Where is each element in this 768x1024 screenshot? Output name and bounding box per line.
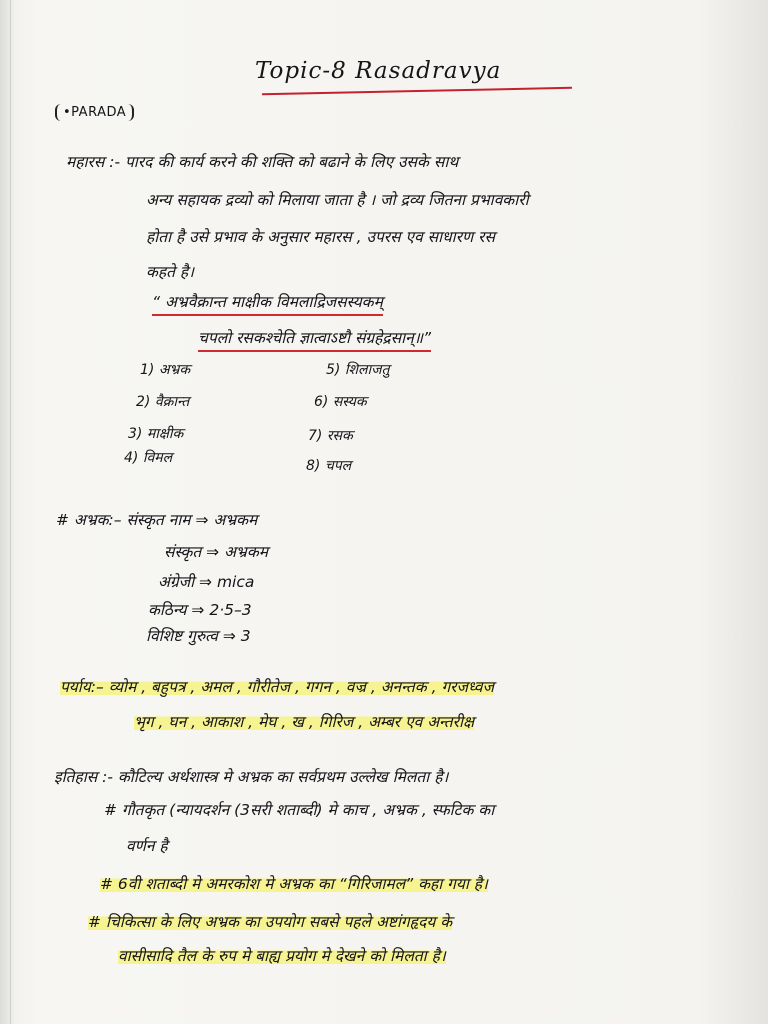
list-item: 5) शिलाजतु — [326, 362, 390, 378]
paryaya-line: भृग , घन , आकाश , मेघ , ख , गिरिज , अम्बर एव अन्तरीक्ष — [134, 710, 474, 732]
abhraka-line: अंग्रेजी ⇒ mica — [158, 573, 255, 591]
section-tag: •PARADA — [55, 104, 134, 121]
title-underline — [262, 87, 572, 95]
page-margin-line — [10, 0, 11, 1024]
list-item: 7) रसक — [308, 428, 353, 444]
maharasa-line: महारस :- पारद की कार्य करने की शक्ति को बढाने के लिए उसके साथ — [66, 153, 459, 171]
itihasa-line: वर्णन है — [126, 837, 168, 855]
list-item: 3) माक्षीक — [128, 426, 184, 442]
list-item: 1) अभ्रक — [140, 362, 191, 378]
list-item: 6) सस्यक — [314, 394, 367, 410]
shloka-line: चपलो रसकश्चेति ज्ञात्वाऽष्टौ संग्रहेद्रसान्॥” — [198, 326, 431, 352]
list-item: 8) चपल — [306, 458, 352, 474]
itihasa-line: # चिकित्सा के लिए अभ्रक का उपयोग सबसे पहले अष्टांगहृदय के — [88, 910, 452, 932]
maharasa-line: कहते है। — [146, 263, 195, 281]
abhraka-line: संस्कृत ⇒ अभ्रकम — [164, 543, 268, 561]
itihasa-line: # 6वी शताब्दी मे अमरकोश मे अभ्रक का “गिरिजामल” कहा गया है। — [100, 872, 488, 894]
page-title: Topic-8 Rasadravya — [255, 58, 502, 84]
itihasa-line: वासीसादि तैल के रुप मे बाह्य प्रयोग मे देखने को मिलता है। — [118, 944, 446, 966]
list-item: 4) विमल — [124, 450, 173, 466]
shloka-line: “ अभ्रवैक्रान्त माक्षीक विमलाद्रिजसस्यकम् — [152, 290, 383, 316]
paryaya-line: पर्याय:– व्योम , बहुपत्र , अमल , गौरीतेज , गगन , वज्र , अनन्तक , गरजध्वज — [60, 675, 494, 697]
abhraka-line: विशिष्ट गुरुत्व ⇒ 3 — [146, 627, 251, 645]
maharasa-line: अन्य सहायक द्रव्यो को मिलाया जाता है । जो द्रव्य जितना प्रभावकारी — [146, 191, 529, 209]
maharasa-line: होता है उसे प्रभाव के अनुसार महारस , उपरस एव साधारण रस — [146, 228, 495, 246]
abhraka-line: # अभ्रक:– संस्कृत नाम ⇒ अभ्रकम — [56, 511, 258, 529]
itihasa-line: इतिहास :- कौटिल्य अर्थशास्त्र मे अभ्रक का सर्वप्रथम उल्लेख मिलता है। — [54, 768, 449, 786]
abhraka-line: कठिन्य ⇒ 2·5–3 — [148, 601, 252, 619]
itihasa-line: # गौतकृत (न्यायदर्शन (3सरी शताब्दी) मे काच , अभ्रक , स्फटिक का — [104, 801, 495, 819]
list-item: 2) वैक्रान्त — [136, 394, 190, 410]
